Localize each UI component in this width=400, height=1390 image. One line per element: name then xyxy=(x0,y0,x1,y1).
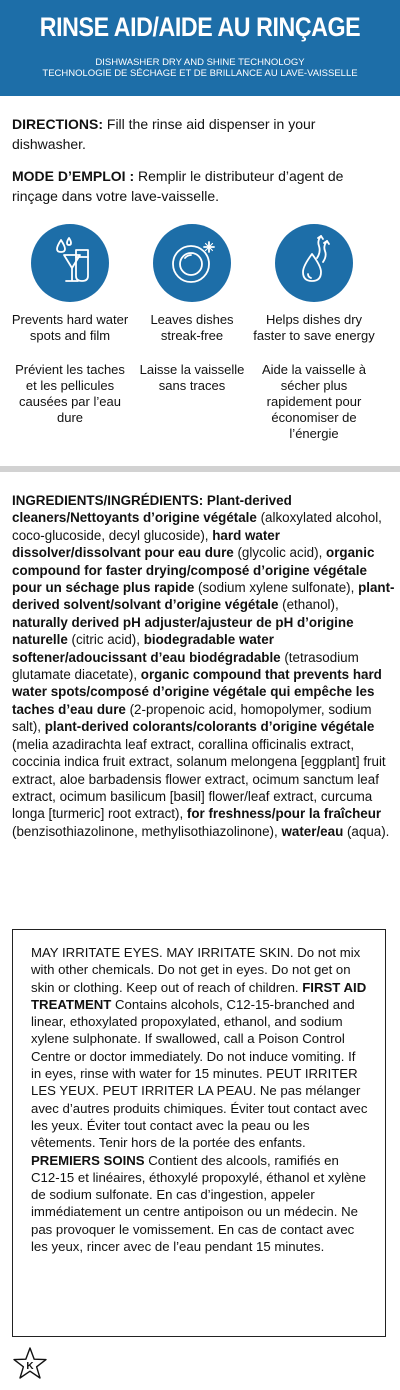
benefit-hard-water xyxy=(8,224,132,426)
subtitle-en: DISHWASHER DRY AND SHINE TECHNOLOGY xyxy=(95,57,305,68)
shining-plate-icon xyxy=(153,224,231,302)
ingredients-segment: (sodium xylene sulfonate), xyxy=(194,580,359,596)
directions-fr-text: Remplir le distributeur d’agent de rinçage dans votre lave-vaisselle. xyxy=(12,168,344,204)
product-title: RINSE AID/AIDE AU RINÇAGE xyxy=(39,12,361,42)
benefit-dry-faster xyxy=(252,224,376,442)
warning-segment: MAY IRRITATE EYES. MAY IRRITATE SKIN. Do not mix with other chemicals. Do not get in eyes. Do not get on skin or clothing. Keep out of reach of children. xyxy=(31,945,361,995)
ingredients-text xyxy=(12,492,396,840)
ingredients-segment: (benzisothiazolinone, methylisothiazolinone), xyxy=(12,823,282,839)
ingredients-segment: (alkoxylated alcohol, coco-glucoside, decyl glucoside), xyxy=(12,510,382,543)
warning-segment: Contains alcohols, C12-15-branched and linear, ethoxylated propoxylated, ethanol, and sodium xylene sulphonate. If swallowed, call a Poison Control Centre or doctor immediately. Do not induce vomiting. If in eyes, rinse with water for 15 minutes. PEUT IRRITER LES YEUX. PEUT IRRITER LA PEAU. Ne pas mélanger avec d’autres produits chimiques. Éviter tout contact avec les yeux. Éviter tout contact avec la peau ou les vêtements. Tenir hors de la portée des enfants. xyxy=(31,996,368,1151)
benefit-streak-free xyxy=(130,224,254,394)
ingredients-segment: plant-derived solvent/solvant d’origine végétale xyxy=(12,580,395,613)
warning-segment: PREMIERS SOINS xyxy=(31,1152,145,1168)
benefit-dry-faster-fr: Aide la vaisselle à sécher plus rapidement pour économiser de l’énergie xyxy=(261,362,367,441)
ingredients-segment: (citric acid), xyxy=(67,632,144,648)
drop-steam-arrows-icon xyxy=(275,224,353,302)
directions-en-label: DIRECTIONS: xyxy=(12,116,103,132)
header-banner xyxy=(0,0,400,96)
ingredients-segment: (glycolic acid), xyxy=(233,545,327,561)
directions-en xyxy=(12,114,392,154)
ingredients-segment: plant-derived colorants/colorants d’origine végétale xyxy=(44,719,375,735)
ingredients-segment: (tetrasodium glutamate diacetate), xyxy=(12,649,359,683)
ingredients-segment: hard water dissolver/dissolvant pour eau dure xyxy=(12,527,280,561)
warning-segment: Contient des alcools, ramifiés en C12-15 et linéaires, éthoxylé propoxylé, éthanol et xylène de sodium sulfonate. En cas d’ingestion, appeler immédiatement un centre antipoison ou un médecin. Ne pas provoquer le vomissement. En cas de contact avec les yeux, rincer avec de l’eau pendant 15 minutes. xyxy=(31,1152,367,1255)
ingredients-segment: for freshness/pour la fraîcheur xyxy=(186,806,382,822)
ingredients-segment: (ethanol), xyxy=(278,597,339,613)
glassware-drops-icon xyxy=(31,224,109,302)
ingredients-segment: (melia azadirachta leaf extract, corallina officinalis extract, coccinia indica fruit extract, solanum melongena [eggplant] fruit extract, aloe barbadensis flower extract, ocimum sanctum leaf extract, ocimum basilicum [basil] flower/leaf extract, curcuma longa [turmeric] root extract), xyxy=(12,736,386,822)
ingredients-segment: (aqua). xyxy=(343,823,390,839)
benefit-hard-water-fr: Prévient les taches et les pellicules causées par l’eau dure xyxy=(15,362,125,425)
subtitle-fr: TECHNOLOGIE DE SÉCHAGE ET DE BRILLANCE AU LAVE-VAISSELLE xyxy=(42,68,358,79)
section-divider xyxy=(0,466,400,472)
directions-en-text: Fill the rinse aid dispenser in your dishwasher. xyxy=(12,116,316,152)
kosher-star-k-icon xyxy=(12,1346,48,1382)
ingredients-segment: (2-propenoic acid, homopolymer, sodium salt), xyxy=(12,701,372,735)
benefit-streak-free-fr: Laisse la vaisselle sans traces xyxy=(139,362,245,393)
warning-segment: FIRST AID TREATMENT xyxy=(31,979,367,1012)
warning-box xyxy=(12,929,386,1337)
ingredients-segment: naturally derived pH adjuster/ajusteur de pH d’origine naturelle xyxy=(12,614,354,648)
ingredients-segment: water/eau xyxy=(281,823,344,839)
ingredients-segment: organic compound for faster drying/composé d’origine végétale pour un séchage plus rapide xyxy=(12,545,375,596)
benefit-dry-faster-en: Helps dishes dry faster to save energy xyxy=(253,312,375,343)
benefit-streak-free-en: Leaves dishes streak-free xyxy=(150,312,234,343)
kosher-letter: K xyxy=(26,1361,34,1372)
directions-section xyxy=(12,114,392,218)
benefit-hard-water-en: Prevents hard water spots and film xyxy=(11,312,129,343)
directions-fr xyxy=(12,166,392,206)
benefits-row xyxy=(0,224,400,454)
ingredients-segment: organic compound that prevents hard water spots/composé d’origine végétale qui empêche les taches d’eau dure xyxy=(12,667,382,717)
directions-fr-label: MODE D’EMPLOI : xyxy=(12,168,135,184)
ingredients-segment: biodegradable water softener/adoucissant d’eau biodégradable xyxy=(12,632,281,665)
ingredients-segment: INGREDIENTS/INGRÉDIENTS: Plant-derived cleaners/Nettoyants d’origine végétale xyxy=(12,493,292,526)
